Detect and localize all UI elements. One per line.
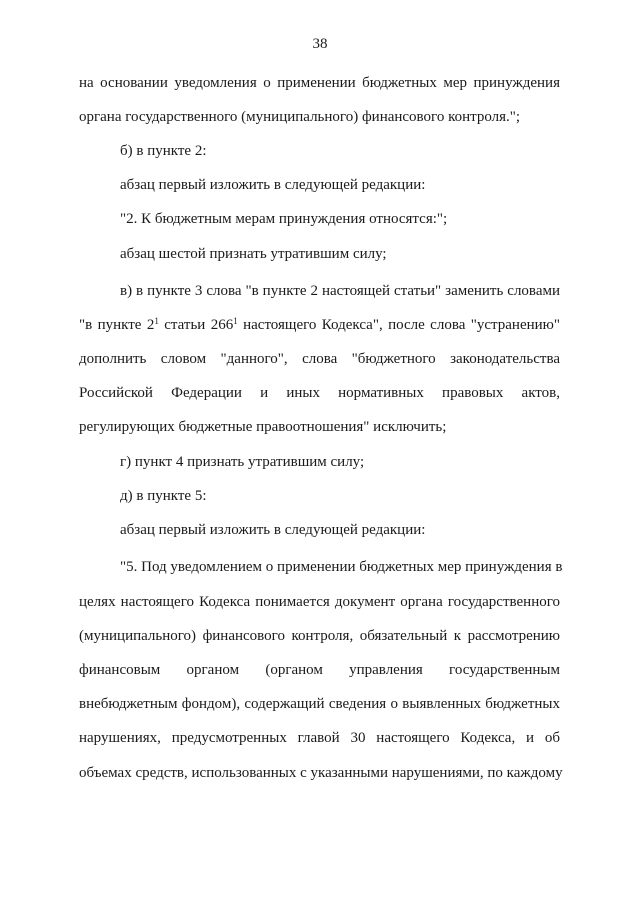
text-line: на основании уведомления о применении бюджетных мер принуждения — [79, 75, 560, 91]
text-line: органа государственного (муниципального) финансового контроля."; — [79, 109, 521, 125]
text-line: абзац первый изложить в следующей редакции: — [120, 177, 426, 193]
text-line: Российской Федерации и иных нормативных правовых актов, — [79, 385, 560, 401]
text-line: "5. Под уведомлением о применении бюджетных мер принуждения в — [120, 559, 563, 575]
text-line: абзац первый изложить в следующей редакции: — [120, 522, 426, 538]
text-line: внебюджетным фондом), содержащий сведения о выявленных бюджетных — [79, 696, 560, 712]
text-line: абзац шестой признать утратившим силу; — [120, 246, 387, 262]
text-line: г) пункт 4 признать утратившим силу; — [120, 454, 365, 470]
text-line: объемах средств, использованных с указанными нарушениями, по каждому — [79, 765, 563, 781]
text-segment: "в пункте 2 — [79, 317, 155, 333]
text-line: в) в пункте 3 слова "в пункте 2 настоящей статьи" заменить словами — [120, 283, 560, 299]
superscript: 1 — [154, 316, 159, 326]
text-line: "2. К бюджетным мерам принуждения относятся:"; — [120, 211, 448, 227]
text-line: (муниципального) финансового контроля, обязательный к рассмотрению — [79, 628, 560, 644]
text-line: б) в пункте 2: — [120, 143, 207, 159]
text-segment: статьи 266 — [158, 317, 234, 333]
text-line: регулирующих бюджетные правоотношения" исключить; — [79, 419, 447, 435]
text-segment: настоящего Кодекса", после слова "устранению" — [237, 317, 560, 333]
page-number: 38 — [312, 36, 328, 52]
text-line: нарушениях, предусмотренных главой 30 настоящего Кодекса, и об — [79, 730, 560, 746]
text-line: целях настоящего Кодекса понимается документ органа государственного — [79, 594, 560, 610]
superscript: 1 — [233, 316, 238, 326]
text-line: финансовым органом (органом управления государственным — [79, 662, 560, 678]
text-line: дополнить словом "данного", слова "бюджетного законодательства — [79, 351, 560, 367]
text-line — [79, 315, 560, 335]
text-line: д) в пункте 5: — [120, 488, 207, 504]
